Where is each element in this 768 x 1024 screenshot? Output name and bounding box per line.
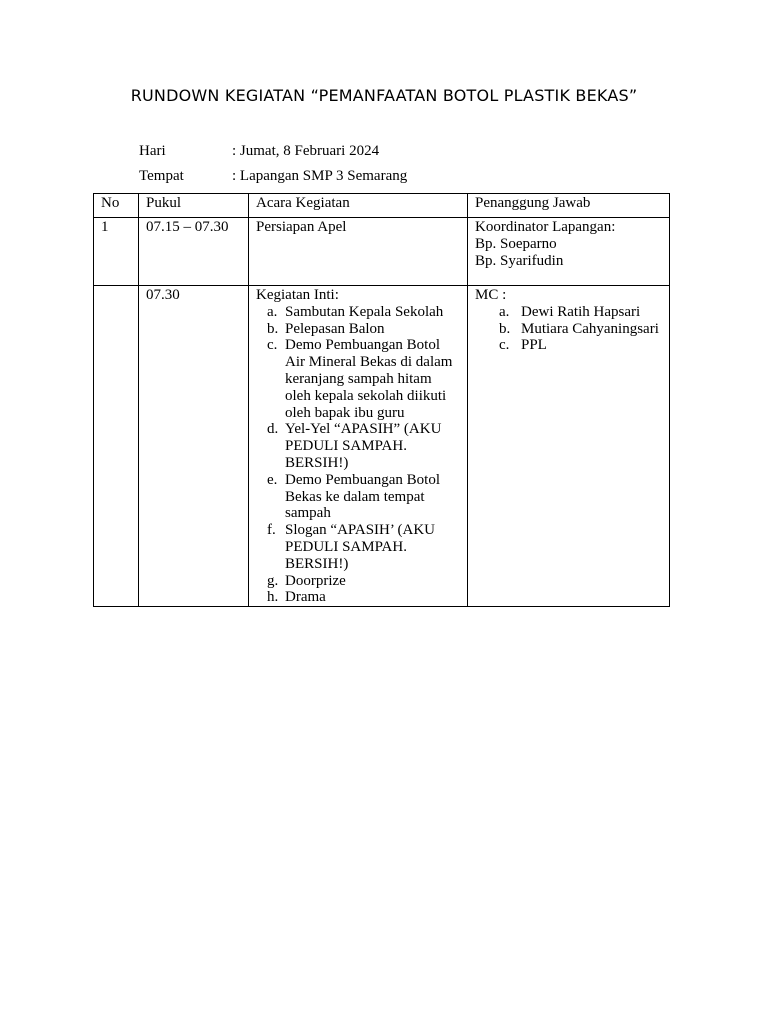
cell-pukul: 07.30 [139, 286, 249, 607]
pj-line: Bp. Syarifudin [475, 252, 564, 269]
pj-line: Bp. Soeparno [475, 235, 557, 252]
list-item [256, 421, 461, 471]
mc-list [475, 304, 663, 354]
cell-penanggung-jawab [468, 218, 670, 286]
list-text: Drama [285, 589, 326, 606]
list-marker: b. [499, 320, 511, 337]
list-marker: g. [267, 572, 279, 589]
list-text: Demo Pembuangan Botol Bekas ke dalam tempat sampah [285, 471, 440, 522]
list-text: Demo Pembuangan Botol Air Mineral Bekas di dalam keranjang sampah hitam oleh kepala sekolah diikuti oleh bapak ibu guru [285, 337, 453, 421]
list-marker: a. [267, 303, 278, 320]
list-item [475, 321, 663, 338]
rundown-table [93, 193, 670, 607]
list-text: Slogan “APASIH’ (AKU PEDULI SAMPAH. BERSIH!) [285, 522, 435, 572]
list-marker: h. [267, 589, 279, 606]
meta-tempat [139, 167, 407, 185]
list-item [256, 573, 461, 590]
hari-label: Hari [139, 143, 166, 159]
table-header-row [94, 194, 670, 218]
list-marker: d. [267, 421, 279, 438]
cell-penanggung-jawab [468, 286, 670, 607]
list-item [256, 522, 461, 572]
list-item [256, 321, 461, 338]
pj-heading: MC : [475, 287, 507, 303]
list-marker: b. [267, 320, 279, 337]
cell-pukul: 07.15 – 07.30 [139, 218, 249, 286]
header-acara: Acara Kegiatan [249, 194, 468, 218]
acara-list [256, 304, 461, 606]
hari-value: : Jumat, 8 Februari 2024 [232, 143, 380, 159]
list-text: Yel-Yel “APASIH” (AKU PEDULI SAMPAH. BERSIH!) [285, 421, 442, 471]
list-text: Mutiara Cahyaningsari [521, 320, 659, 337]
header-pukul: Pukul [139, 194, 249, 218]
tempat-label: Tempat [139, 168, 184, 184]
list-item [256, 472, 461, 522]
list-text: Pelepasan Balon [285, 320, 385, 337]
cell-no [94, 286, 139, 607]
pj-line: Koordinator Lapangan: [475, 219, 616, 235]
list-text: PPL [521, 337, 547, 354]
list-item [256, 589, 461, 606]
list-marker: c. [267, 337, 278, 354]
list-marker: a. [499, 303, 510, 320]
list-text: Dewi Ratih Hapsari [521, 303, 641, 320]
table-row [94, 218, 670, 286]
list-marker: f. [267, 522, 276, 539]
list-marker: c. [499, 337, 510, 354]
list-text: Doorprize [285, 572, 346, 589]
acara-heading: Kegiatan Inti: [256, 287, 339, 303]
document-title: RUNDOWN KEGIATAN “PEMANFAATAN BOTOL PLASTIK BEKAS” [130, 86, 638, 105]
list-text: Sambutan Kepala Sekolah [285, 303, 444, 320]
cell-acara [249, 286, 468, 607]
list-marker: e. [267, 471, 278, 488]
list-item [475, 337, 663, 354]
meta-hari [139, 142, 379, 160]
list-item [256, 337, 461, 421]
table-row [94, 286, 670, 607]
header-no: No [94, 194, 139, 218]
cell-acara: Persiapan Apel [249, 218, 468, 286]
list-item [256, 304, 461, 321]
cell-no: 1 [94, 218, 139, 286]
header-penanggung-jawab: Penanggung Jawab [468, 194, 670, 218]
list-item [475, 304, 663, 321]
tempat-value: : Lapangan SMP 3 Semarang [232, 168, 408, 184]
